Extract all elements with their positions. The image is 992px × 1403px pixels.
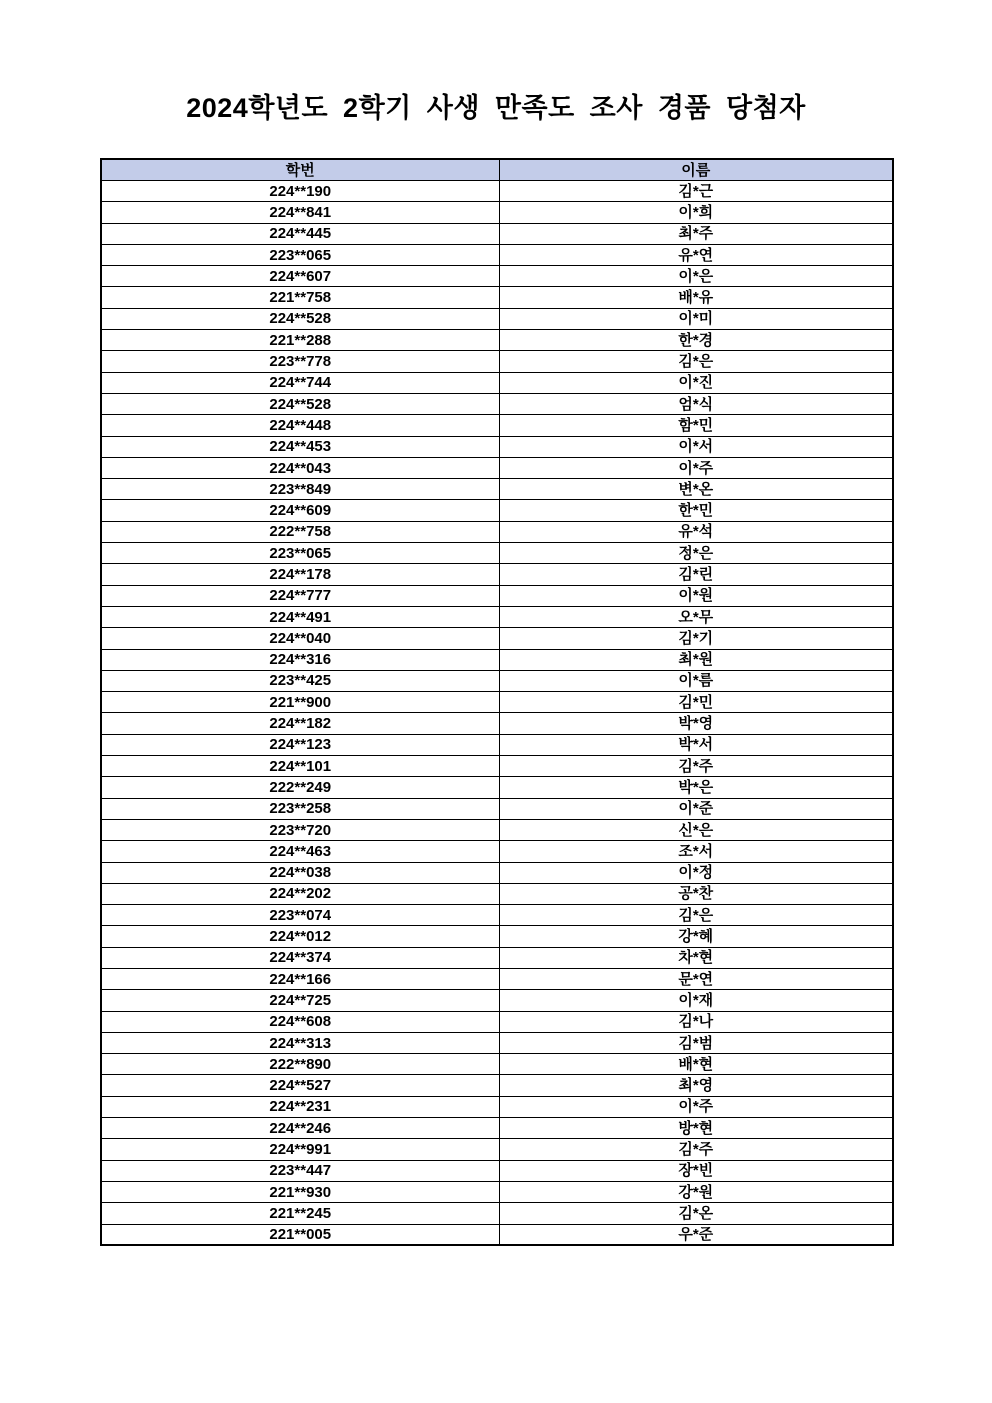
- name-cell: 함*민: [499, 415, 893, 436]
- table-row: [101, 1118, 893, 1139]
- name-cell: 이*희: [499, 202, 893, 223]
- name-cell: 엄*식: [499, 393, 893, 414]
- name-cell: 이*준: [499, 798, 893, 819]
- name-cell: 한*민: [499, 500, 893, 521]
- student-id-cell: 221**245: [101, 1203, 499, 1224]
- table-row: [101, 628, 893, 649]
- table-row: [101, 841, 893, 862]
- name-cell: 이*주: [499, 1096, 893, 1117]
- student-id-cell: 224**316: [101, 649, 499, 670]
- name-cell: 김*나: [499, 1011, 893, 1032]
- student-id-cell: 224**040: [101, 628, 499, 649]
- student-id-cell: 221**005: [101, 1224, 499, 1245]
- table-row: [101, 543, 893, 564]
- student-id-cell: 224**777: [101, 585, 499, 606]
- table-row: [101, 393, 893, 414]
- student-id-cell: 223**720: [101, 819, 499, 840]
- student-id-cell: 224**608: [101, 1011, 499, 1032]
- student-id-cell: 224**725: [101, 990, 499, 1011]
- student-id-cell: 222**249: [101, 777, 499, 798]
- name-cell: 배*유: [499, 287, 893, 308]
- table-row: [101, 244, 893, 265]
- student-id-cell: 224**527: [101, 1075, 499, 1096]
- name-cell: 김*은: [499, 905, 893, 926]
- name-cell: 우*준: [499, 1224, 893, 1245]
- name-cell: 이*정: [499, 862, 893, 883]
- student-id-cell: 224**101: [101, 756, 499, 777]
- student-id-cell: 224**448: [101, 415, 499, 436]
- student-id-cell: 224**453: [101, 436, 499, 457]
- student-id-cell: 224**231: [101, 1096, 499, 1117]
- student-id-cell: 224**246: [101, 1118, 499, 1139]
- table-row: [101, 670, 893, 691]
- table-row: [101, 798, 893, 819]
- name-cell: 김*기: [499, 628, 893, 649]
- table-header-row: [101, 159, 893, 181]
- student-id-cell: 223**065: [101, 244, 499, 265]
- name-cell: 정*은: [499, 543, 893, 564]
- name-cell: 이*재: [499, 990, 893, 1011]
- student-id-cell: 224**166: [101, 968, 499, 989]
- name-cell: 이*진: [499, 372, 893, 393]
- student-id-cell: 224**607: [101, 266, 499, 287]
- name-cell: 김*근: [499, 181, 893, 202]
- name-cell: 이*서: [499, 436, 893, 457]
- student-id-cell: 224**190: [101, 181, 499, 202]
- winners-table: [100, 158, 894, 1246]
- name-cell: 차*현: [499, 947, 893, 968]
- name-cell: 유*연: [499, 244, 893, 265]
- name-cell: 김*온: [499, 1203, 893, 1224]
- name-cell: 김*린: [499, 564, 893, 585]
- table-row: [101, 734, 893, 755]
- student-id-cell: 224**012: [101, 926, 499, 947]
- table-body: [101, 181, 893, 1246]
- student-id-cell: 221**900: [101, 692, 499, 713]
- student-id-cell: 224**202: [101, 883, 499, 904]
- name-cell: 강*혜: [499, 926, 893, 947]
- name-cell: 장*빈: [499, 1160, 893, 1181]
- student-id-cell: 224**491: [101, 606, 499, 627]
- table-row: [101, 905, 893, 926]
- table-row: [101, 819, 893, 840]
- table-row: [101, 564, 893, 585]
- table-row: [101, 521, 893, 542]
- table-row: [101, 1203, 893, 1224]
- table-row: [101, 479, 893, 500]
- name-cell: 김*민: [499, 692, 893, 713]
- name-cell: 유*석: [499, 521, 893, 542]
- page-title: 2024학년도 2학기 사생 만족도 조사 경품 당첨자: [186, 93, 806, 123]
- name-cell: 신*은: [499, 819, 893, 840]
- name-cell: 김*주: [499, 756, 893, 777]
- table-row: [101, 756, 893, 777]
- name-cell: 이*은: [499, 266, 893, 287]
- table-row: [101, 777, 893, 798]
- name-cell: 최*주: [499, 223, 893, 244]
- name-cell: 공*찬: [499, 883, 893, 904]
- student-id-cell: 224**123: [101, 734, 499, 755]
- name-cell: 이*주: [499, 457, 893, 478]
- table-row: [101, 181, 893, 202]
- column-header-name: 이름: [499, 159, 893, 181]
- name-cell: 배*현: [499, 1054, 893, 1075]
- table-row: [101, 223, 893, 244]
- table-row: [101, 1224, 893, 1245]
- name-cell: 강*원: [499, 1181, 893, 1202]
- table-row: [101, 436, 893, 457]
- student-id-cell: 224**991: [101, 1139, 499, 1160]
- table-row: [101, 968, 893, 989]
- name-cell: 문*연: [499, 968, 893, 989]
- name-cell: 최*원: [499, 649, 893, 670]
- student-id-cell: 221**930: [101, 1181, 499, 1202]
- name-cell: 김*범: [499, 1032, 893, 1053]
- table-row: [101, 585, 893, 606]
- student-id-cell: 224**463: [101, 841, 499, 862]
- name-cell: 김*주: [499, 1139, 893, 1160]
- table-row: [101, 415, 893, 436]
- student-id-cell: 224**445: [101, 223, 499, 244]
- table-row: [101, 883, 893, 904]
- table-row: [101, 692, 893, 713]
- student-id-cell: 224**609: [101, 500, 499, 521]
- student-id-cell: 224**038: [101, 862, 499, 883]
- table-row: [101, 947, 893, 968]
- table-row: [101, 1054, 893, 1075]
- table-row: [101, 308, 893, 329]
- table-row: [101, 457, 893, 478]
- name-cell: 이*원: [499, 585, 893, 606]
- name-cell: 박*은: [499, 777, 893, 798]
- table-row: [101, 351, 893, 372]
- table-row: [101, 1032, 893, 1053]
- table-row: [101, 862, 893, 883]
- student-id-cell: 224**744: [101, 372, 499, 393]
- table-row: [101, 713, 893, 734]
- table-row: [101, 500, 893, 521]
- table-row: [101, 202, 893, 223]
- student-id-cell: 224**178: [101, 564, 499, 585]
- table-row: [101, 372, 893, 393]
- table-row: [101, 606, 893, 627]
- table-row: [101, 1181, 893, 1202]
- table-row: [101, 330, 893, 351]
- name-cell: 김*은: [499, 351, 893, 372]
- student-id-cell: 223**258: [101, 798, 499, 819]
- name-cell: 이*름: [499, 670, 893, 691]
- table-row: [101, 926, 893, 947]
- table-row: [101, 287, 893, 308]
- student-id-cell: 222**890: [101, 1054, 499, 1075]
- student-id-cell: 223**447: [101, 1160, 499, 1181]
- student-id-cell: 224**182: [101, 713, 499, 734]
- student-id-cell: 223**849: [101, 479, 499, 500]
- student-id-cell: 224**313: [101, 1032, 499, 1053]
- table-row: [101, 1075, 893, 1096]
- name-cell: 방*현: [499, 1118, 893, 1139]
- name-cell: 조*서: [499, 841, 893, 862]
- student-id-cell: 223**065: [101, 543, 499, 564]
- student-id-cell: 221**758: [101, 287, 499, 308]
- column-header-student-id: 학번: [101, 159, 499, 181]
- name-cell: 최*영: [499, 1075, 893, 1096]
- student-id-cell: 222**758: [101, 521, 499, 542]
- student-id-cell: 224**374: [101, 947, 499, 968]
- table-row: [101, 1139, 893, 1160]
- table-row: [101, 649, 893, 670]
- student-id-cell: 224**528: [101, 393, 499, 414]
- name-cell: 이*미: [499, 308, 893, 329]
- table-row: [101, 990, 893, 1011]
- table-row: [101, 1011, 893, 1032]
- table-row: [101, 266, 893, 287]
- table-row: [101, 1160, 893, 1181]
- student-id-cell: 224**528: [101, 308, 499, 329]
- student-id-cell: 223**425: [101, 670, 499, 691]
- student-id-cell: 224**841: [101, 202, 499, 223]
- student-id-cell: 223**778: [101, 351, 499, 372]
- name-cell: 변*온: [499, 479, 893, 500]
- table-row: [101, 1096, 893, 1117]
- student-id-cell: 224**043: [101, 457, 499, 478]
- name-cell: 박*영: [499, 713, 893, 734]
- name-cell: 오*무: [499, 606, 893, 627]
- student-id-cell: 221**288: [101, 330, 499, 351]
- name-cell: 한*경: [499, 330, 893, 351]
- name-cell: 박*서: [499, 734, 893, 755]
- student-id-cell: 223**074: [101, 905, 499, 926]
